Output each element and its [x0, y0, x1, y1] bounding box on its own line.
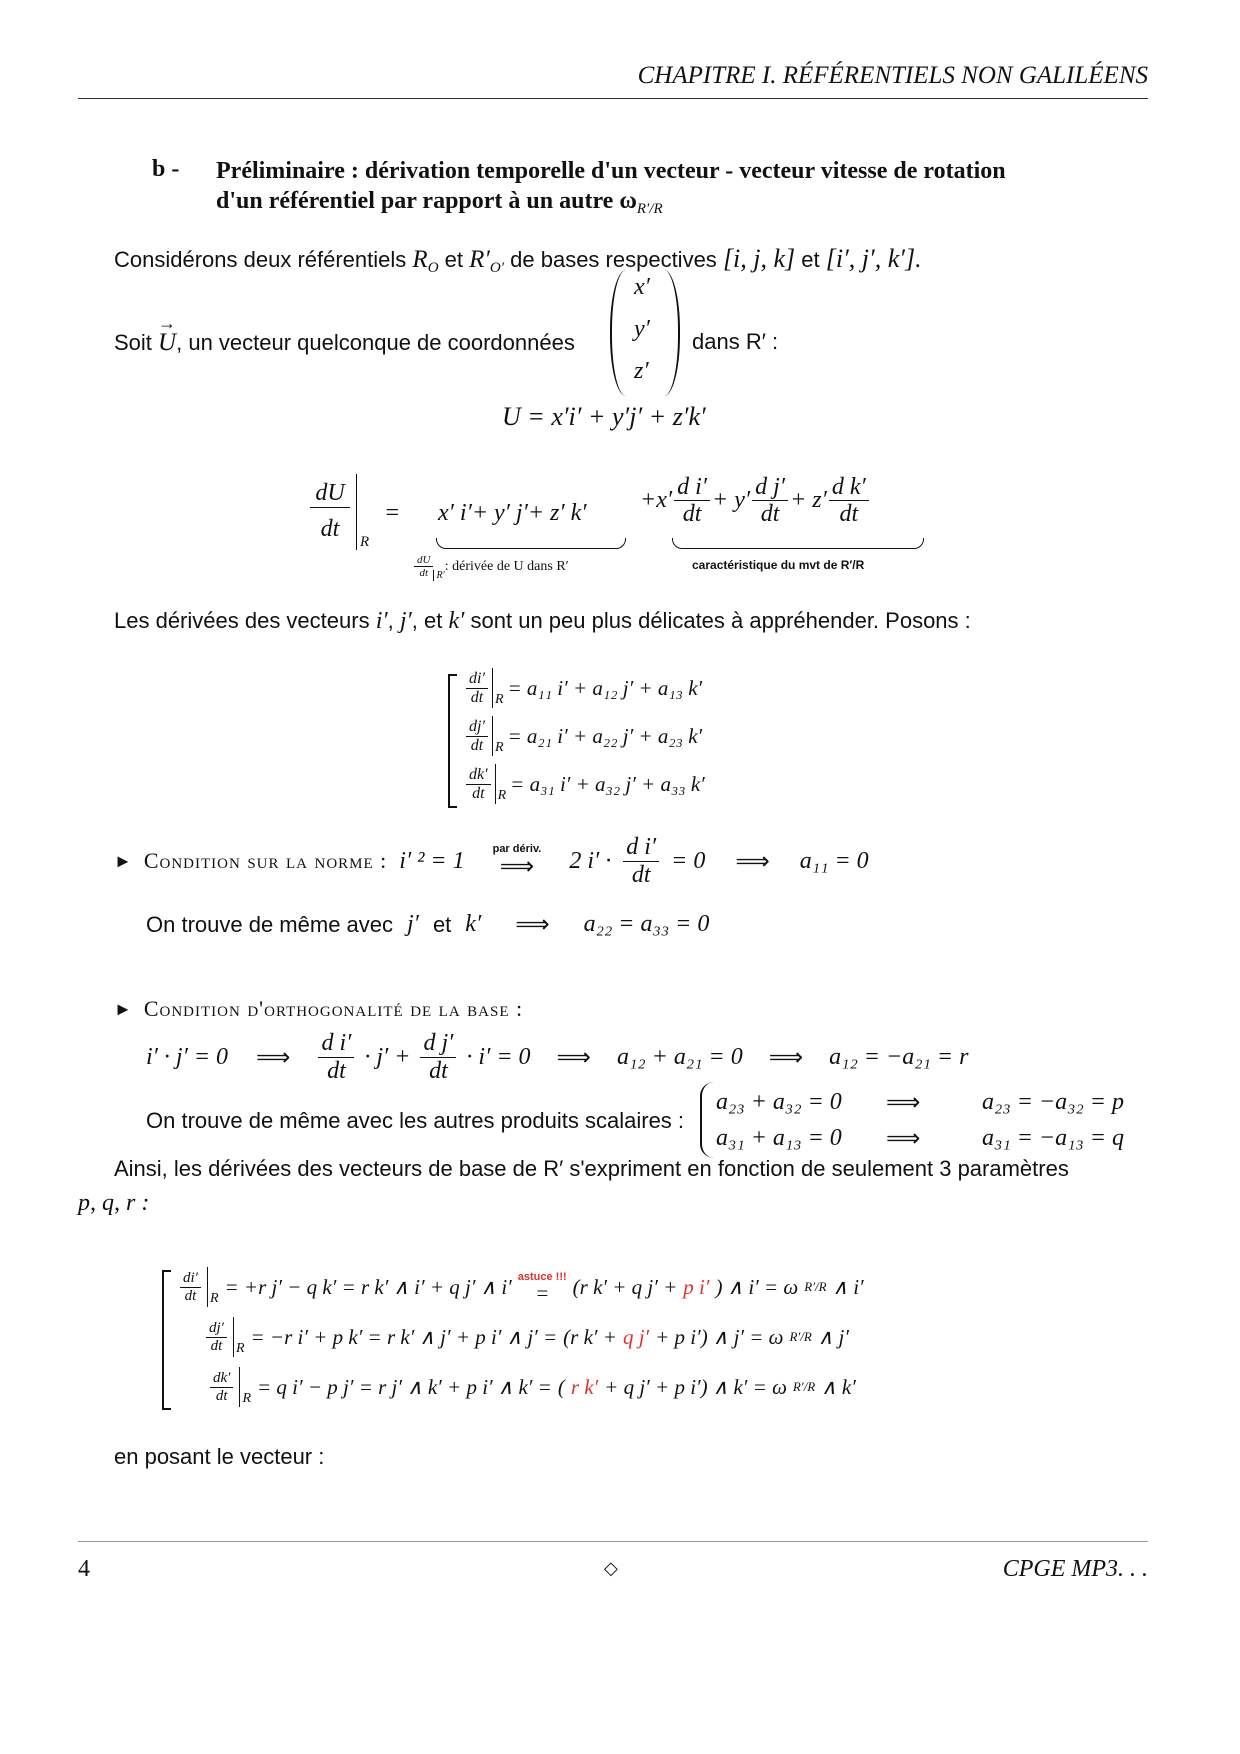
- paragraph-referentials: [114, 244, 922, 277]
- para3-text2: , et: [411, 608, 443, 633]
- s2r2-den: dt: [210, 1337, 223, 1354]
- equation-u: U = x′i′ + y′j′ + z′k′: [502, 402, 706, 431]
- s2r2-num: dj′: [206, 1320, 227, 1338]
- arrow-implies: ⟹: [499, 854, 535, 880]
- part2-note: caractéristique du mvt de R′/R: [692, 558, 865, 572]
- system2-bracket: [162, 1270, 171, 1410]
- s1r1-sub: R: [492, 668, 504, 708]
- system1-row2: [466, 712, 796, 760]
- section-title-line2: d'un référentiel par rapport à un autre ω: [216, 188, 637, 214]
- du-equals: =: [384, 500, 401, 526]
- ortho-implies2: ⟹: [556, 1044, 591, 1071]
- s1r3-num: dk′: [466, 766, 491, 785]
- note-frac-den: dt: [419, 567, 428, 580]
- cond-norm-title: Condition sur la norme :: [143, 848, 388, 873]
- s1r2-num: dj′: [466, 718, 488, 737]
- s2r1-omega-sub: R′/R: [804, 1279, 827, 1294]
- du-part2: [640, 474, 869, 528]
- norm-same-v1: j′: [407, 911, 419, 937]
- ortho-row1-rhs: a₂₃ = −a₃₂ = p: [982, 1088, 1124, 1115]
- ortho-frac1-den: dt: [327, 1057, 346, 1084]
- ortho-same-text: On trouve de même avec les autres produits scalaires :: [146, 1108, 685, 1133]
- s2r3-p-red: r k′: [570, 1374, 599, 1399]
- term3-coef: + z′: [790, 487, 827, 514]
- system2: [180, 1262, 1080, 1412]
- ro-symbol: R: [412, 246, 428, 273]
- right-paren: [662, 270, 680, 396]
- bullet-norm-icon: ►: [114, 850, 132, 871]
- para2-text: , un vecteur quelconque de coordonnées: [176, 330, 575, 355]
- cond-ortho-title: Condition d'orthogonalité de la base :: [143, 996, 524, 1021]
- term2-den: dt: [760, 501, 780, 528]
- system1: [466, 664, 796, 808]
- ortho-row2-rhs: a₃₁ = −a₁₃ = q: [982, 1124, 1124, 1151]
- condition-norm: [114, 826, 869, 896]
- eval-bar: [356, 474, 357, 550]
- condition-ortho-eq: [146, 1024, 968, 1090]
- cond-norm-implies: ⟹: [735, 848, 770, 875]
- s2r1-p2: ) ∧ i′ = ω: [715, 1274, 799, 1299]
- arrow-label: par dériv.: [492, 843, 542, 855]
- s1r3-sub: R: [495, 764, 507, 804]
- para1-text: Considérons deux référentiels: [114, 247, 407, 272]
- para1-et2: et: [801, 247, 820, 272]
- term1-num: d i′: [674, 474, 710, 501]
- section-title-sub: R′/R: [636, 201, 663, 217]
- ortho-eq3: a₁₂ + a₂₁ = 0: [616, 1043, 743, 1070]
- vec-k: k′: [448, 608, 465, 634]
- s2r2-sub: R: [233, 1317, 245, 1357]
- s2r3-p2: + q j′ + p i′) ∧ k′ = ω: [604, 1374, 787, 1399]
- system1-row1: [466, 664, 796, 712]
- cond-norm-den: dt: [631, 861, 651, 888]
- condition-norm-same: [146, 910, 709, 939]
- section-title: [216, 156, 1156, 224]
- ortho-brace: [700, 1082, 716, 1158]
- section-title-line1: Préliminaire : dérivation temporelle d'un vecteur - vecteur vitesse de rotation: [216, 158, 1006, 184]
- system2-row1: [180, 1262, 1080, 1312]
- norm-same-text: On trouve de même avec: [146, 911, 394, 937]
- s2r3-num: dk′: [210, 1370, 233, 1388]
- ortho-row1-lhs: a₂₃ + a₃₂ = 0: [716, 1088, 842, 1115]
- s2r1-a: = +r j′ − q k′ = r k′ ∧ i′ + q j′ ∧ i′: [224, 1274, 512, 1299]
- ortho-row1: [716, 1084, 1156, 1120]
- page-header: [78, 62, 1148, 99]
- s2r3-sub: R: [239, 1367, 251, 1407]
- para3-text3: sont un peu plus délicates à appréhender. Posons :: [470, 608, 971, 633]
- norm-same-et: et: [432, 911, 452, 937]
- part1-note: [414, 554, 569, 581]
- astuce-eq: [518, 1271, 567, 1304]
- term1-coef: +x′: [640, 487, 673, 514]
- coords-column: [610, 270, 680, 396]
- s2r2-p1: (r k′ +: [563, 1324, 617, 1349]
- coord-x: x′: [634, 274, 650, 300]
- system1-bracket: [448, 674, 457, 808]
- s2r1-sub: R: [207, 1267, 219, 1307]
- paragraph-derivatives: Les dérivées des vecteurs i′, j′, et k′ sont un peu plus délicates à appréhender. Posons :: [114, 608, 971, 634]
- para4-line2: p, q, r :: [78, 1190, 150, 1216]
- para2-soit: [114, 329, 575, 357]
- para2-soit-text: Soit: [114, 330, 152, 355]
- s1r2-sub: R: [492, 716, 504, 756]
- system2-row2: [180, 1312, 1080, 1362]
- note-sub: R′: [433, 570, 444, 581]
- term3-den: dt: [839, 501, 859, 528]
- norm-same-result: a₂₂ = a₃₃ = 0: [583, 911, 710, 937]
- ortho-row1-implies: ⟹: [886, 1089, 921, 1116]
- astuce-equals: =: [535, 1280, 550, 1305]
- bullet-ortho-icon: ►: [114, 998, 132, 1019]
- s1r2-rhs: = a₂₁ i′ + a₂₂ j′ + a₂₃ k′: [507, 723, 703, 748]
- s2r3-end: ∧ k′: [821, 1374, 856, 1399]
- basis-r: [i, j, k]: [722, 244, 796, 273]
- s1r1-num: di′: [466, 670, 488, 689]
- coord-z: z′: [634, 358, 649, 384]
- s2r3-omega-sub: R′/R: [792, 1379, 816, 1394]
- norm-same-implies: ⟹: [515, 912, 550, 938]
- system2-row3: $\frac{dk'}{dt}$ R = q i′ − p j′ = r j′ ∧ k′ + p i′ ∧ k′ = ( r k′ + q j′ + p i′) ∧ k′ = ω R′/R ∧ k′: [180, 1362, 1080, 1412]
- s1r1-den: dt: [470, 688, 484, 706]
- header-title: CHAPITRE I. RÉFÉRENTIELS NON GALILÉENS: [637, 62, 1148, 89]
- left-paren: [610, 270, 628, 396]
- s1r3-den: dt: [472, 784, 485, 802]
- cond-norm-rhs: = 0: [671, 847, 706, 874]
- para1-text2: de bases respectives: [510, 247, 717, 272]
- para4-line1: Ainsi, les dérivées des vecteurs de base de R′ s'expriment en fonction de seulement 3 paramètres: [114, 1156, 1069, 1181]
- footer-course: CPGE MP3. . .: [1002, 1556, 1148, 1582]
- ortho-frac1-num: d i′: [318, 1030, 354, 1057]
- cond-norm-eq1: i′ ² = 1: [399, 847, 465, 874]
- ortho-eq4: a₁₂ = −a₂₁ = r: [829, 1043, 969, 1070]
- term3-num: d k′: [829, 474, 869, 501]
- deriv-arrow: [493, 843, 542, 879]
- system1-row3: [466, 760, 796, 808]
- ro-sub: O: [427, 260, 439, 276]
- condition-ortho-title: [114, 996, 523, 1022]
- ortho-mid1: · j′ +: [364, 1043, 411, 1070]
- term1-den: dt: [682, 501, 702, 528]
- s2r2-p-red: q j′: [622, 1324, 650, 1349]
- para3-text1: Les dérivées des vecteurs: [114, 608, 370, 633]
- astuce-label: astuce !!!: [517, 1270, 567, 1283]
- cond-norm-num: d i′: [623, 834, 659, 861]
- vec-j: j′: [399, 608, 412, 634]
- note-frac-num: dU: [414, 554, 433, 567]
- s2r2-p2: + p i′) ∧ j′ = ω: [655, 1324, 784, 1349]
- para1-et1: et: [444, 247, 464, 272]
- basis-rprime: [i′, j′, k′].: [825, 244, 922, 273]
- ortho-implies1: ⟹: [256, 1044, 291, 1071]
- coord-y: y′: [634, 316, 650, 342]
- term2-num: d j′: [752, 474, 788, 501]
- cond-norm-result: a₁₁ = 0: [799, 847, 869, 874]
- s2r2-end: ∧ j′: [817, 1324, 849, 1349]
- ortho-frac2-den: dt: [429, 1057, 448, 1084]
- s1r2-den: dt: [470, 736, 484, 754]
- ortho-eq1: i′ · j′ = 0: [146, 1043, 229, 1070]
- s2r1-end: ∧ i′: [832, 1274, 864, 1299]
- s2r2-a: = −r i′ + p k′ = r k′ ∧ j′ + p i′ ∧ j′ =: [250, 1324, 558, 1349]
- ortho-implies3: ⟹: [768, 1044, 804, 1071]
- s2r1-den: dt: [184, 1287, 197, 1304]
- ortho-same-system: [716, 1084, 1156, 1156]
- vec-i: i′: [375, 608, 388, 634]
- ortho-frac2-num: d j′: [420, 1030, 456, 1057]
- page-number: 4: [78, 1556, 90, 1582]
- para5: en posant le vecteur :: [114, 1444, 325, 1469]
- s2r1-p-red: p i′: [683, 1274, 710, 1299]
- du-den: dt: [320, 516, 340, 542]
- note-text: : dérivée de U dans R′: [444, 558, 569, 574]
- vector-u: → U: [158, 329, 176, 357]
- footer-rule: [78, 1541, 1148, 1542]
- du-part1: x′ i′+ y′ j′+ z′ k′: [438, 500, 587, 526]
- norm-same-v2: k′: [465, 911, 482, 937]
- s2r3-den: dt: [215, 1387, 228, 1404]
- s1r3-rhs: = a₃₁ i′ + a₃₂ j′ + a₃₃ k′: [510, 771, 705, 796]
- s2r1-p1: (r k′ + q j′ +: [572, 1274, 678, 1299]
- term2-coef: + y′: [712, 487, 751, 514]
- underbrace-1: [436, 538, 626, 549]
- ortho-row2-lhs: a₃₁ + a₁₃ = 0: [716, 1124, 842, 1151]
- ortho-row2: [716, 1120, 1156, 1156]
- section-label: b -: [152, 156, 180, 182]
- du-sub: R: [360, 534, 370, 550]
- rpo-symbol: R′: [469, 246, 490, 273]
- cond-norm-coef: 2 i′ ·: [569, 847, 612, 874]
- s2r2-omega-sub: R′/R: [789, 1329, 812, 1344]
- ortho-mid2: · i′ = 0: [466, 1043, 531, 1070]
- s2r3-a: = q i′ − p j′ = r j′ ∧ k′ + p i′ ∧ k′ =: [257, 1374, 552, 1399]
- s2r1-num: di′: [180, 1270, 201, 1288]
- para2-dans: dans R′ :: [692, 329, 779, 354]
- underbrace-2: [672, 538, 924, 549]
- footer-diamond-icon: ◇: [604, 1558, 618, 1578]
- equation-derivative-u: [310, 474, 930, 584]
- du-num: dU: [310, 480, 350, 508]
- rpo-sub: O′: [489, 260, 505, 276]
- ortho-row2-implies: ⟹: [886, 1125, 921, 1152]
- s1r1-rhs: = a₁₁ i′ + a₁₂ j′ + a₁₃ k′: [507, 675, 703, 700]
